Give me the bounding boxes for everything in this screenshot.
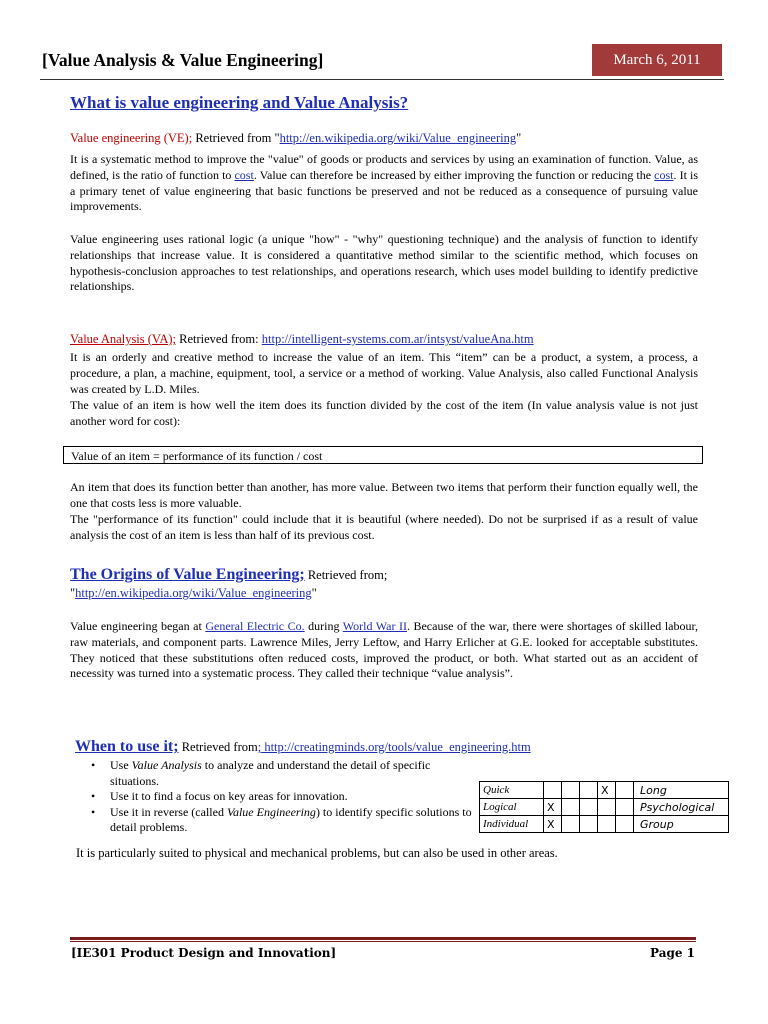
general-electric-link[interactable]: General Electric Co. [205,619,305,633]
origins-retrieved-text: Retrieved from; [304,568,388,582]
grid-row-logical [480,799,729,816]
grid-left-label: Quick [480,782,544,799]
grid-cell [562,799,580,816]
formula-box: Value of an item = performance of its function / cost [63,446,703,464]
usage-item-3-italic: Value Engineering [226,804,316,819]
grid-cell [562,782,580,799]
va-paragraph-3: An item that does its function better than another, has more value. Between two items that perform their function equally well, the one that costs less is more valuable. [70,480,698,510]
ve-quote-end: " [516,131,522,145]
origins-paragraph [70,619,698,682]
ve-paragraph-2: Value engineering uses rational logic (a unique "how" - "why" questioning technique) and the analysis of function to identify relationships that increase value. It is considered a quantitative method similar to the scientific method, which focuses on hypothesis-conclusion approaches to test relationships, and operations research, which uses model building to identify predictive relationships. [70,232,698,294]
grid-cell [616,782,634,799]
grid-cell [616,799,634,816]
grid-left-label: Logical [480,799,544,816]
grid-right-label: Psychological [634,799,729,816]
origins-heading-line [70,566,387,584]
va-paragraph-4: The "performance of its function" could include that it is beautiful (where needed). Do not be surprised if as a result of value analysis the cost of an item is less than half of its previous cost. [70,512,698,542]
usage-item-1-text-b: to analyze and understand the detail of specific situations. [110,758,431,788]
grid-cell [580,782,598,799]
ve-paragraph-1 [70,152,698,215]
heading-what-is: What is value engineering and Value Analysis? [70,93,409,112]
origins-quote-close: " [311,586,317,600]
ve-label: Value engineering (VE); [70,131,193,145]
grid-cell: X [544,816,562,833]
va-link[interactable]: http://intelligent-systems.com.ar/intsyst/valueAna.htm [261,332,534,346]
ve-link[interactable]: http://en.wikipedia.org/wiki/Value_engineering [279,131,517,145]
grid-cell [580,816,598,833]
usage-item-1-text-a: Use [110,758,132,772]
header-date-badge [592,44,722,76]
footer-rule [70,937,696,940]
when-retrieved-text: Retrieved from [178,740,258,754]
usage-item-1-italic: Value Analysis [131,758,202,772]
tool-profile-grid [479,781,729,833]
when-heading: When to use it; [75,738,179,755]
ve-retrieved-text: Retrieved from " [192,131,280,145]
va-paragraph-2: The value of an item is how well the item does its function divided by the cost of the item (In value analysis value is not just another word for cost): [70,398,698,428]
origins-text-c: . Because of the war, there were shortages of skilled labour, raw materials, and component parts. Lawrence Miles, Jerry Leftow, and Harry Erlicher at G.E. looked for acceptable substitutes. They noticed that these substitutions often reduced costs, improved the product, or both. What started out as an accident of necessity was turned into a systematic process. They called their technique “value analysis”. [70,619,698,681]
grid-left-label: Individual [480,816,544,833]
when-link-semicolon[interactable]: ; [257,740,262,754]
origins-heading: The Origins of Value Engineering; [70,566,305,583]
usage-item-3-text-a: Use it in reverse (called [110,804,227,819]
footer-course-title: [IE301 Product Design and Innovation] [71,946,337,960]
grid-row-individual [480,816,729,833]
footer-rule-thin [70,941,696,942]
usage-item-3 [84,805,474,836]
grid-right-label: Group [634,816,729,833]
usage-item-2: • Use it to find a focus on key areas for innovation. [84,789,474,805]
when-heading-line [75,738,531,756]
closing-sentence: It is particularly suited to physical and mechanical problems, but can also be used in other areas. [76,846,558,860]
ve-p1-text-a: It is a systematic method to improve the "value" of goods or products and services by using an examination of function. Value, as defined, is the ratio of function to [70,152,698,182]
grid-row-quick [480,782,729,799]
grid-cell: X [598,782,616,799]
origins-link[interactable]: http://en.wikipedia.org/wiki/Value_engineering [75,586,312,600]
grid-cell [562,816,580,833]
usage-list [84,758,474,836]
va-source-line [70,332,698,348]
va-paragraph-1: It is an orderly and creative method to increase the value of an item. This “item” can be a product, a system, a process, a procedure, a plan, a machine, equipment, tool, a service or a method of working. Value Analysis, also called Functional Analysis was created by L.D. Miles. [70,350,698,396]
grid-right-label: Long [634,782,729,799]
footer-page-number: Page 1 [650,946,696,960]
grid-cell [598,799,616,816]
header-divider [40,79,724,80]
grid-cell: X [544,799,562,816]
origins-link-line [70,586,317,601]
ve-p1-text-c: . It is a primary tenet of value engineering that basic functions be preserved and not be reduced as a consequence of pursuing value improvements. [70,167,698,214]
world-war-2-link[interactable]: World War II [342,619,407,633]
va-label: Value Analysis (VA); [70,332,177,346]
grid-cell [544,782,562,799]
origins-text-a: Value engineering began at [70,619,206,633]
grid-cell [598,816,616,833]
ve-source-line [70,131,698,147]
cost-link-1[interactable]: cost [234,167,254,182]
when-link[interactable]: http://creatingminds.org/tools/value_engineering.htm [261,740,531,754]
usage-item-3-text-b: ) to identify specific solutions to detail problems. [110,804,472,834]
origins-text-b: during [304,619,343,633]
ve-p1-text-b: . Value can therefore be increased by either improving the function or reducing the [253,167,655,182]
grid-cell [580,799,598,816]
grid-cell [616,816,634,833]
origins-quote-open: " [70,586,76,600]
header-date: March 6, 2011 [613,51,701,68]
header-title: [Value Analysis & Value Engineering] [42,50,324,70]
usage-item-1 [84,758,474,789]
cost-link-2[interactable]: cost [654,167,674,182]
va-retrieved-text: Retrieved from: [176,332,262,346]
